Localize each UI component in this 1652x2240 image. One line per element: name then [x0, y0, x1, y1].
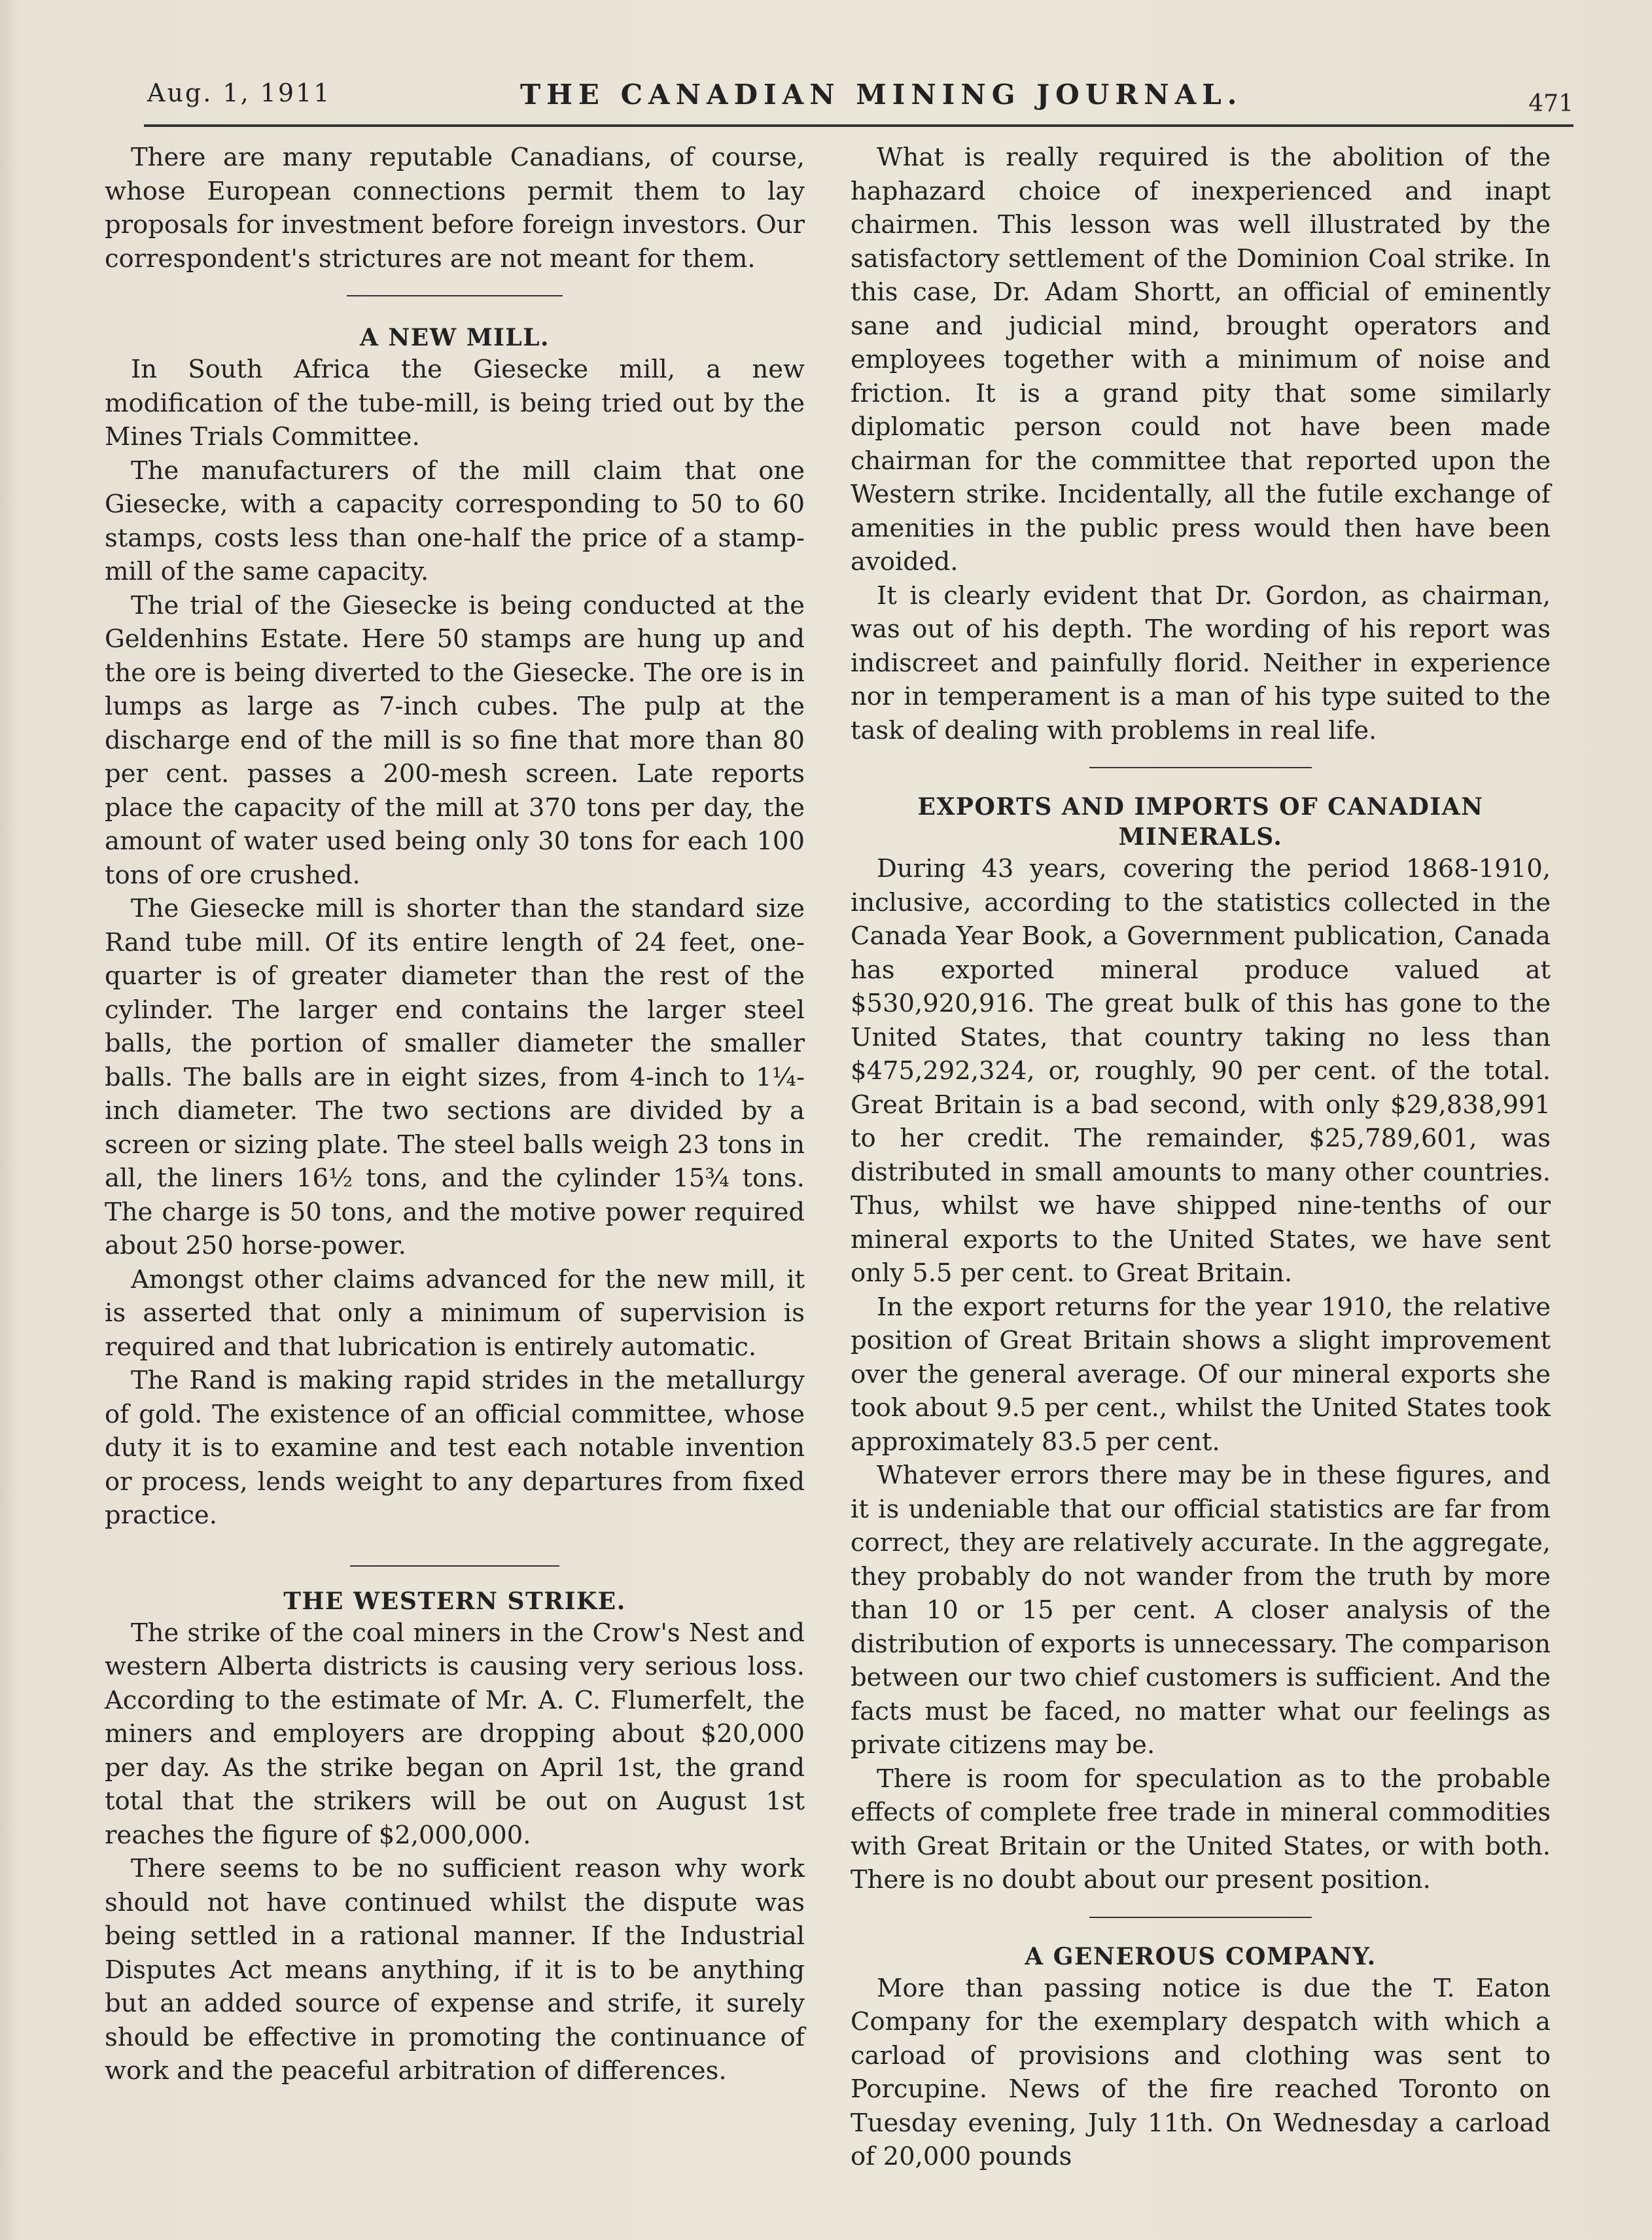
paragraph: The Rand is making rapid strides in the metallurgy of gold. The existence of an official committee, whose duty it is to examine and test each notable invention or process, lends weight to any departures from fixed practice. — [105, 1366, 805, 1530]
journal-title: THE CANADIAN MINING JOURNAL. — [520, 79, 1243, 111]
intro-paragraph: There are many reputable Canadians, of course, whose European connections permit them to lay proposals for investment before foreign investors. Our correspondent's strictures are not meant for them. — [105, 143, 805, 274]
page-number: 471 — [1528, 90, 1573, 117]
paragraph: The trial of the Giesecke is being conducted at the Geldenhins Estate. Here 50 stamps are hung up and the ore is being diverted to the Giesecke. The ore is in lumps as large as 7-inch cubes. The pulp at the discharge end of the mill is so fine that more than 80 per cent. passes a 200-mesh screen. Late reports place the capacity of the mill at 370 tons per day, the amount of water used being only 30 tons for each 100 tons of ore crushed. — [105, 590, 805, 890]
section-divider — [1089, 767, 1312, 768]
paragraph: There is room for speculation as to the probable effects of complete free trade in mineral commodities with Great Britain or the United States, or with both. There is no doubt about our present position. — [851, 1764, 1551, 1894]
paragraph: What is really required is the abolition of the haphazard choice of inexperienced and inapt chairmen. This lesson was well illustrated by the satisfactory settlement of the Dominion Coal strike. In this case, Dr. Adam Shortt, an official of eminently sane and judicial mind, brought operators and employees together with a minimum of noise and friction. It is a grand pity that some similarly diplomatic person could not have been made chairman for the committee that reported upon the Western strike. Incidentally, all the futile exchange of amenities in the public press would then have been avoided. — [851, 143, 1551, 577]
paragraph: In South Africa the Giesecke mill, a new modification of the tube-mill, is being tried out by the Mines Trials Committee. — [105, 355, 805, 452]
paragraph: The strike of the coal miners in the Crow's Nest and western Alberta districts is causing very serious loss. According to the estimate of Mr. A. C. Flumerfelt, the miners and employers are dropping about $20,000 per day. As the strike began on April 1st, the grand total that the strikers will be out on August 1st reaches the figure of $2,000,000. — [105, 1618, 805, 1850]
paragraph: During 43 years, covering the period 1868-1910, inclusive, according to the statistics collected in the Canada Year Book, a Government publication, Canada has exported mineral produce valued at $530,920,916. The great bulk of this has gone to the United States, that country taking no less than $475,292,324, or, roughly, 90 per cent. of the total. Great Britain is a bad second, with only $29,838,991 to her credit. The remainder, $25,789,601, was distributed in small amounts to many other countries. Thus, whilst we have shipped nine-tenths of our mineral exports to the United States, we have sent only 5.5 per cent. to Great Britain. — [851, 854, 1551, 1288]
section-heading-exports: EXPORTS AND IMPORTS OF CANADIAN MINERALS. — [917, 793, 1484, 851]
paragraph: It is clearly evident that Dr. Gordon, as chairman, was out of his depth. The wording of his report was indiscreet and painfully florid. Neither in experience nor in temperament is a man of his type suited to the task of dealing with problems in real life. — [851, 580, 1551, 745]
section-divider — [350, 1565, 559, 1567]
paragraph: There seems to be no sufficient reason why work should not have continued whilst the dispute was being settled in a rational manner. If the Industrial Disputes Act means anything, if it is to be anything but an added source of expense and strife, it surely should be effective in promoting the continuance of work and the peaceful arbitration of differences. — [105, 1854, 805, 2086]
section-heading-generous-company: A GENEROUS COMPANY. — [1025, 1942, 1377, 1970]
paragraph: The Giesecke mill is shorter than the standard size Rand tube mill. Of its entire length of 24 feet, one-quarter is of greater diameter than the rest of the cylinder. The larger end contains the larger steel balls, the portion of smaller diameter the smaller balls. The balls are in eight sizes, from 4-inch to 1¼-inch diameter. The two sections are divided by a screen or sizing plate. The steel balls weigh 23 tons in all, the liners 16½ tons, and the cylinder 15¾ tons. The charge is 50 tons, and the motive power required about 250 horse-power. — [105, 894, 805, 1260]
paragraph: More than passing notice is due the T. Eaton Company for the exemplary despatch with which a carload of provisions and clothing was sent to Porcupine. News of the fire reached Toronto on Tuesday evening, July 11th. On Wednesday a carload of 20,000 pounds — [851, 1973, 1551, 2171]
section-heading-new-mill: A NEW MILL. — [359, 324, 550, 351]
paragraph: Whatever errors there may be in these figures, and it is undeniable that our official statistics are far from correct, they are relatively accurate. In the aggregate, they probably do not wander from the truth by more than 10 or 15 per cent. A closer analysis of the distribution of exports is unnecessary. The comparison between our two chief customers is sufficient. And the facts must be faced, no matter what our feelings as private citizens may be. — [851, 1461, 1551, 1760]
paragraph: Amongst other claims advanced for the new mill, it is asserted that only a minimum of supervision is required and that lubrication is entirely automatic. — [105, 1264, 805, 1362]
section-divider — [1089, 1917, 1312, 1918]
right-column — [851, 141, 1551, 2174]
issue-date: Aug. 1, 1911 — [147, 79, 332, 107]
section-heading-western-strike: THE WESTERN STRIKE. — [283, 1587, 626, 1615]
header-rule — [144, 124, 1573, 127]
left-column — [105, 141, 805, 2088]
page-header — [147, 79, 1573, 131]
paragraph: The manufacturers of the mill claim that one Giesecke, with a capacity corresponding to 50 to 60 stamps, costs less than one-half the price of a stamp-mill of the same capacity. — [105, 455, 805, 586]
paragraph: In the export returns for the year 1910, the relative position of Great Britain shows a slight improvement over the general average. Of our mineral exports she took about 9.5 per cent., whilst the United States took approximately 83.5 per cent. — [851, 1292, 1551, 1457]
section-divider — [347, 295, 563, 296]
